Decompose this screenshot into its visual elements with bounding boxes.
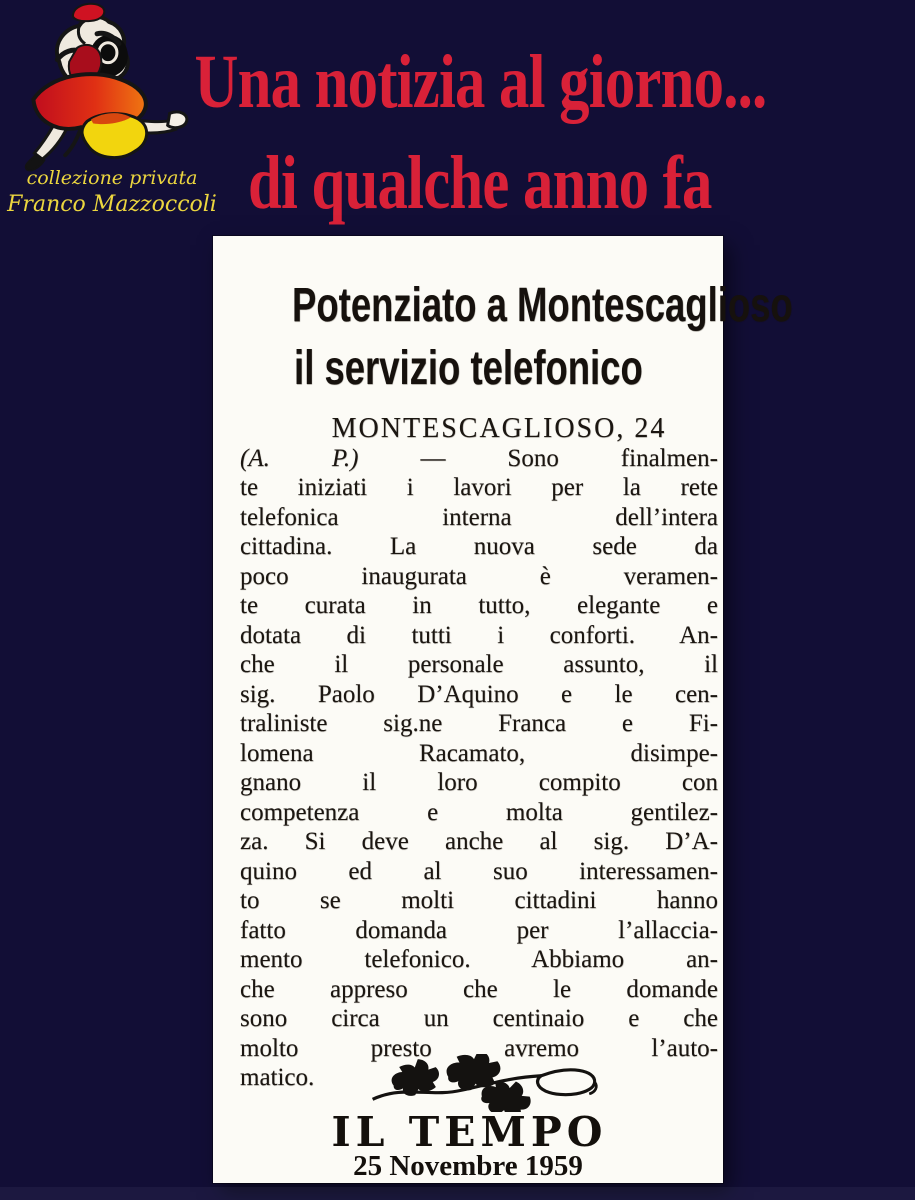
headline-line-2: il servizio telefonico	[293, 342, 643, 395]
body-line: za. Si deve anche al sig. D’A-	[240, 828, 718, 855]
article-body	[240, 414, 718, 1093]
body-line: traliniste sig.ne Franca e Fi-	[240, 710, 718, 737]
body-line: poco inaugurata è veramen-	[240, 562, 718, 590]
issue-date: 25 Novembre 1959	[353, 1150, 583, 1182]
body-line: lomena Racamato, disimpe-	[240, 739, 718, 767]
body-line: te iniziati i lavori per la rete	[240, 474, 718, 501]
body-line: te curata in tutto, elegante e	[240, 592, 718, 619]
leaf-vine-flourish-icon	[359, 1054, 611, 1112]
body-line: che il personale assunto, il	[240, 651, 718, 678]
body-line: telefonica interna dell’intera	[240, 503, 718, 531]
publication-name: IL TEMPO	[331, 1108, 608, 1156]
page-title-line-2: di qualche anno fa	[248, 141, 712, 225]
article-headline	[213, 279, 793, 406]
body-line: molto presto avremo l’auto-	[240, 1034, 718, 1062]
body-line: dotata di tutti i conforti. An-	[240, 621, 718, 649]
bottom-edge-band	[0, 1187, 915, 1200]
newspaper-clipping	[213, 236, 793, 1183]
body-line	[240, 444, 718, 474]
body-line: gnano il loro compito con	[240, 769, 718, 796]
body-line: to se molti cittadini hanno	[240, 887, 718, 914]
body-line: quino ed al suo interessamen-	[240, 857, 718, 885]
credit-line-1: collezione privata	[26, 167, 198, 189]
body-line: sig. Paolo D’Aquino e le cen-	[240, 680, 718, 708]
credit-line-2: Franco Mazzoccoli	[7, 192, 217, 217]
page-title-line-1: Una notizia al giorno...	[194, 40, 766, 124]
headline-line-1: Potenziato a Montescaglioso	[292, 279, 793, 332]
agency-credit: (A. P.)	[240, 444, 359, 472]
page-title	[120, 40, 840, 242]
body-line: sono circa un centinaio e che	[240, 1005, 718, 1032]
body-line: fatto domanda per l’allaccia-	[240, 916, 718, 944]
lead-text: — Sono finalmen-	[420, 444, 718, 472]
article-dateline: MONTESCAGLIOSO, 24	[331, 413, 667, 444]
body-line: che appreso che le domande	[240, 975, 718, 1003]
body-line: mento telefonico. Abbiamo an-	[240, 946, 718, 973]
body-line: matico.	[240, 1064, 315, 1091]
body-line: cittadina. La nuova sede da	[240, 533, 718, 560]
body-line: competenza e molta gentilez-	[240, 798, 718, 826]
